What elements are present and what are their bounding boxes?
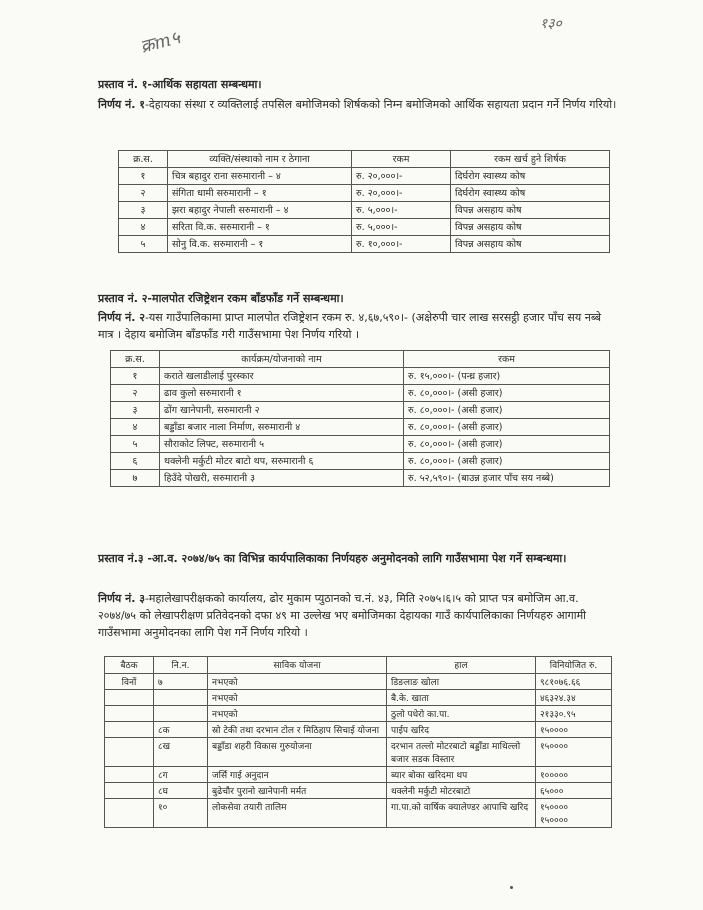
table-cell: हिउँदे पोखरी, सरुमारानी ३ <box>160 470 404 487</box>
table-cell <box>105 706 154 722</box>
table-header-cell: रकम <box>352 151 451 168</box>
table-cell: ३ <box>119 202 168 219</box>
table-row <box>105 767 612 783</box>
table-cell: नभएको <box>208 706 387 722</box>
table-cell: रु. २०,०००।- <box>352 168 451 185</box>
table-row <box>105 706 612 722</box>
table-row <box>111 453 610 470</box>
table-row <box>105 690 612 706</box>
table-cell: विपन्न असहाय कोष <box>451 219 610 236</box>
table-cell <box>105 799 154 828</box>
table-row <box>105 722 612 738</box>
table-cell: ६ <box>111 453 160 470</box>
table-cell: १५०००० <box>536 722 612 738</box>
proposal-3-title: प्रस्ताव नं.३ -आ.व. २०७४/७५ का विभिन्न कार्यपालिकाका निर्णयहरु अनुमोदनको लागि गाउँसभामा पेश गर्ने सम्बन्धमा। <box>98 552 567 565</box>
table-cell: १००००० <box>536 767 612 783</box>
handwritten-note-right: १३० <box>540 16 562 32</box>
table-cell <box>105 690 154 706</box>
table-cell: सोनु वि.क. सरुमारानी – १ <box>168 236 352 253</box>
table-cell: बड्डाँडा शहरी विकास गुरुयोजना <box>208 738 387 767</box>
registration-allocation-table <box>110 350 610 487</box>
table-cell: १ <box>111 368 160 385</box>
handwritten-note-left: क्रm५ <box>138 27 183 58</box>
table-cell: रु. ८०,०००।- (असी हजार) <box>404 436 610 453</box>
table-header-cell: रकम खर्च हुने शिर्षक <box>451 151 610 168</box>
table-cell: दिर्घरोग स्वास्थ्य कोष <box>451 185 610 202</box>
table-header-cell: क्र.स. <box>111 351 160 368</box>
table-cell: २ <box>119 185 168 202</box>
table-cell <box>154 706 208 722</box>
table-row <box>105 674 612 690</box>
table-cell <box>105 783 154 799</box>
table-cell: रु. १५,०००।- (पन्ध्र हजार) <box>404 368 610 385</box>
table-cell: रु. ८०,०००।- (असी हजार) <box>404 453 610 470</box>
table-header-cell: साविक योजना <box>208 657 387 674</box>
table-cell: ४६३२४.३४ <box>536 690 612 706</box>
table-cell: थक्लेनी मर्कुटी मोटर बाटो थप, सरुमारानी ६ <box>160 453 404 470</box>
table-cell: सौराकोट लिफ्ट, सरुमारानी ५ <box>160 436 404 453</box>
table-row <box>105 738 612 767</box>
table-cell: ४ <box>119 219 168 236</box>
table-cell: विपन्न असहाय कोष <box>451 236 610 253</box>
table-header-cell: विनियोजित रु. <box>536 657 612 674</box>
table-cell: ठुलो पधेरो का.पा. <box>387 706 536 722</box>
table-cell: कराते खलाडीलाई पुरस्कार <box>160 368 404 385</box>
table-cell <box>154 690 208 706</box>
table-cell: ७ <box>111 470 160 487</box>
table-cell: नभएको <box>208 674 387 690</box>
table-cell: स्रो टेकी तथा दरभान टोल र मिठिहाप सिचाई योजना <box>208 722 387 738</box>
table-cell: रु. २०,०००।- <box>352 185 451 202</box>
scan-speck <box>510 886 513 889</box>
table-cell: पाईप खरिद <box>387 722 536 738</box>
table-row <box>111 368 610 385</box>
table-cell: बुढेचौर पुरानो खानेपानी मर्मत <box>208 783 387 799</box>
table-cell: रु. ५,०००।- <box>352 219 451 236</box>
table-cell: रु. १०,०००।- <box>352 236 451 253</box>
table-cell: बै.के. खाता <box>387 690 536 706</box>
table-cell: विनों <box>105 674 154 690</box>
table-row <box>119 168 610 185</box>
table-cell: रु. ८०,०००।- (असी हजार) <box>404 385 610 402</box>
table-header-cell: रकम <box>404 351 610 368</box>
table-row <box>111 470 610 487</box>
proposal-1-title: प्रस्ताव नं. १-आर्थिक सहायता सम्बन्धमा। <box>98 78 262 91</box>
table-cell: ३ <box>111 402 160 419</box>
table-cell: सरिता वि.क. सरुमारानी – १ <box>168 219 352 236</box>
table-cell: ९८१०७६.६६ <box>536 674 612 690</box>
table-cell: नभएको <box>208 690 387 706</box>
table-header-cell: नि.न. <box>154 657 208 674</box>
table-cell: ढाव कुलो सरुमारानी १ <box>160 385 404 402</box>
table-row <box>119 185 610 202</box>
table-cell: ४ <box>111 419 160 436</box>
table-row <box>111 402 610 419</box>
table-header-cell: कार्यक्रम/योजनाको नाम <box>160 351 404 368</box>
table-row <box>119 219 610 236</box>
table-cell: ढोंग खानेपानी, सरुमारानी २ <box>160 402 404 419</box>
table-cell: दिर्घरोग स्वास्थ्य कोष <box>451 168 610 185</box>
table-cell: झरा बहादुर नेपाली सरुमारानी – ४ <box>168 202 352 219</box>
table-row <box>111 436 610 453</box>
table-cell: ७ <box>154 674 208 690</box>
table-header-cell: क्र.स. <box>119 151 168 168</box>
table-cell: १० <box>154 799 208 828</box>
table-cell: रु. ५२,५९०।- (बाउन्न हजार पाँच सय नब्बे) <box>404 470 610 487</box>
table-cell: ८घ <box>154 783 208 799</box>
table-cell <box>105 722 154 738</box>
table-cell: जर्सि गाई अनुदान <box>208 767 387 783</box>
table-cell: रु. ८०,०००।- (असी हजार) <box>404 402 610 419</box>
table-cell: ६५००० <box>536 783 612 799</box>
table-header-cell: बैठक <box>105 657 154 674</box>
table-cell: १ <box>119 168 168 185</box>
table-row <box>119 202 610 219</box>
table-cell: ब्यार बोका खरिदमा थप <box>387 767 536 783</box>
table-cell: थक्लेनी मर्कुटी मोटरबाटो <box>387 783 536 799</box>
table-cell: ८ख <box>154 738 208 767</box>
table-header-cell: व्यक्ति/संस्थाको नाम र ठेगाना <box>168 151 352 168</box>
table-row <box>105 799 612 828</box>
table-cell: संगिता धामी सरुमारानी – १ <box>168 185 352 202</box>
table-cell <box>105 738 154 767</box>
proposal-2-decision: निर्णय नं. २-यस गाउँपालिकामा प्राप्त मालपोत रजिष्ट्रेशन रकम रु. ४,६७,५९०।- (अक्षेरुपी चार लाख सरसट्ठी हजार पाँच सय नब्बे मात्र । देहाय बमोजिम बाँडफाँड गरी गाउँसभामा पेश निर्णय गरियो । <box>98 311 601 341</box>
proposal-3-decision: निर्णय नं. ३-महालेखापरीक्षकको कार्यालय, ढोर मुकाम प्युठानको च.नं. ४३, मिति २०७५।६।५ को प्राप्त पत्र बमोजिम आ.व. २०७४/७५ को लेखापरीक्षण प्रतिवेदनको दफा ४९ मा उल्लेख भए बमोजिमका देहायका गाउँ कार्यपालिकाका निर्णयहरु आगामी गाउँसभामा अनुमोदनका लागि पेश गर्ने निर्णय गरियो । <box>98 592 587 639</box>
table-row <box>111 419 610 436</box>
table-cell <box>105 767 154 783</box>
executive-decisions-table <box>104 656 612 828</box>
table-cell: रु. ५,०००।- <box>352 202 451 219</box>
proposal-1-decision: निर्णय नं. १-देहायका संस्था र व्यक्तिलाई तपसिल बमोजिमको शिर्षकको निम्न बमोजिमको आर्थिक सहायता प्रदान गर्ने निर्णय गरियो। <box>98 98 617 111</box>
table-row <box>111 385 610 402</box>
financial-aid-table <box>118 150 610 253</box>
table-cell: लोकसेवा तयारी तालिम <box>208 799 387 828</box>
proposal-2-title: प्रस्ताव नं. २-मालपोत रजिष्ट्रेशन रकम बाँडफाँड गर्ने सम्बन्धमा। <box>98 292 344 305</box>
table-cell: ५ <box>119 236 168 253</box>
table-cell: २ <box>111 385 160 402</box>
table-cell: विपन्न असहाय कोष <box>451 202 610 219</box>
table-cell: ५ <box>111 436 160 453</box>
table-cell: डिङलाङ खोला <box>387 674 536 690</box>
table-cell: २१३३०.९५ <box>536 706 612 722</box>
table-cell: चित्र बहादुर राना सरुमारानी – ४ <box>168 168 352 185</box>
table-cell: १५०००० १५०००० <box>536 799 612 828</box>
table-header-cell: हाल <box>387 657 536 674</box>
table-row <box>105 783 612 799</box>
table-cell: बड्डाँडा बजार नाला निर्माण, सरुमारानी ४ <box>160 419 404 436</box>
table-cell: गा.पा.को वार्षिक क्यालेण्डर आपाचि खरिद <box>387 799 536 828</box>
table-cell: दरभान तल्लो मोटरबाटो बड्डाँडा माथिल्लो बजार सडक विस्तार <box>387 738 536 767</box>
table-cell: ८ग <box>154 767 208 783</box>
table-cell: रु. ८०,०००।- (असी हजार) <box>404 419 610 436</box>
table-cell: १५०००० <box>536 738 612 767</box>
table-cell: ८क <box>154 722 208 738</box>
table-row <box>119 236 610 253</box>
